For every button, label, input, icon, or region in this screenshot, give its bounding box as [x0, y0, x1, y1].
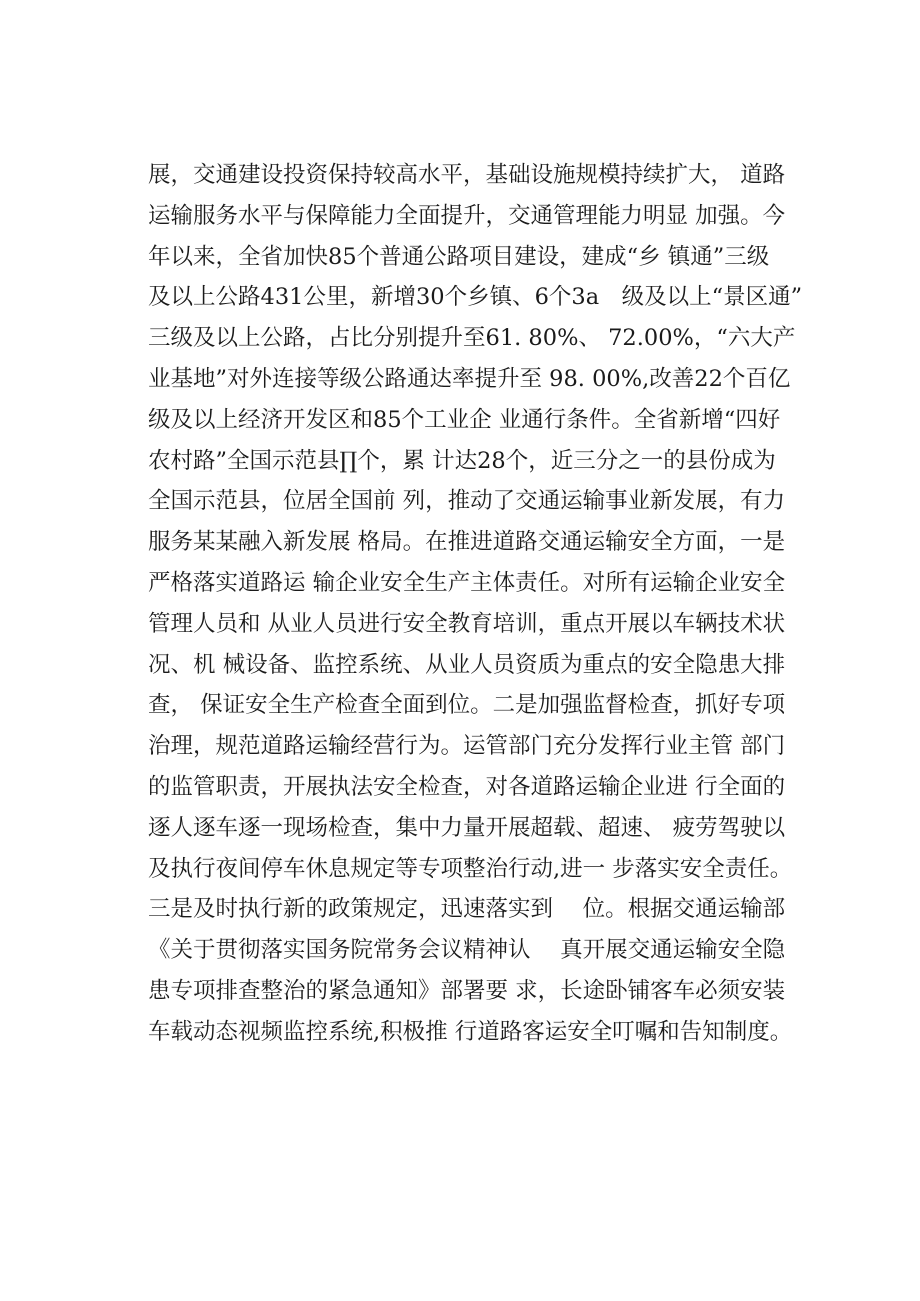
text-line: 年以来，全省加快85个普通公路项目建设，建成“乡 镇通”三级 — [148, 243, 770, 270]
text-line: 农村路”全国示范县∏个，累 计达28个，近三分之一的县份成为 — [148, 447, 776, 474]
text-line: 业基地”对外连接等级公路通达率提升至 98. 00%,改善22个百亿 — [148, 365, 791, 392]
text-line: 管理人员和 从业人员进行安全教育培训，重点开展以车辆技术状 — [148, 610, 786, 637]
body-paragraph — [148, 155, 828, 1053]
text-line: 运输服务水平与保障能力全面提升，交通管理能力明显 加强。今 — [148, 202, 786, 229]
text-line: 级及以上经济开发区和85个工业企 业通行条件。全省新增“四好 — [148, 406, 781, 433]
text-line: 《关于贯彻落实国务院常务会议精神认 真开展交通运输安全隐 — [148, 937, 786, 964]
text-line: 及执行夜间停车休息规定等专项整治行动,进一 步落实安全责任。 — [148, 855, 793, 882]
text-line: 全国示范县，位居全国前 列，推动了交通运输事业新发展，有力 — [148, 488, 786, 515]
text-line: 查， 保证安全生产检查全面到位。二是加强监督检查，抓好专项 — [148, 692, 786, 719]
text-line: 治理，规范道路运输经营行为。运管部门充分发挥行业主管 部门 — [148, 733, 786, 760]
text-line: 严格落实道路运 输企业安全生产主体责任。对所有运输企业安全 — [148, 569, 786, 596]
text-line: 患专项排查整治的紧急通知》部署要 求，长途卧铺客车必须安装 — [148, 977, 786, 1004]
text-line: 三级及以上公路，占比分别提升至61. 80%、 72.00%，“六大产 — [148, 325, 796, 352]
text-line: 及以上公路431公里，新增30个乡镇、6个3a 级及以上“景区通” — [148, 284, 803, 311]
text-line: 展，交通建设投资保持较高水平，基础设施规模持续扩大， 道路 — [148, 162, 786, 188]
text-line: 服务某某融入新发展 格局。在推进道路交通运输安全方面，一是 — [148, 529, 786, 556]
text-line: 逐人逐车逐一现场检查，集中力量开展超载、超速、 疲劳驾驶以 — [148, 814, 786, 841]
text-line: 车载动态视频监控系统,积极推 行道路客运安全叮嘱和告知制度。 — [148, 1018, 793, 1045]
text-line: 三是及时执行新的政策规定，迅速落实到 位。根据交通运输部 — [148, 896, 786, 923]
text-line: 的监管职责，开展执法安全检查，对各道路运输企业进 行全面的 — [148, 773, 786, 800]
text-line: 况、机 械设备、监控系统、从业人员资质为重点的安全隐患大排 — [148, 651, 786, 678]
